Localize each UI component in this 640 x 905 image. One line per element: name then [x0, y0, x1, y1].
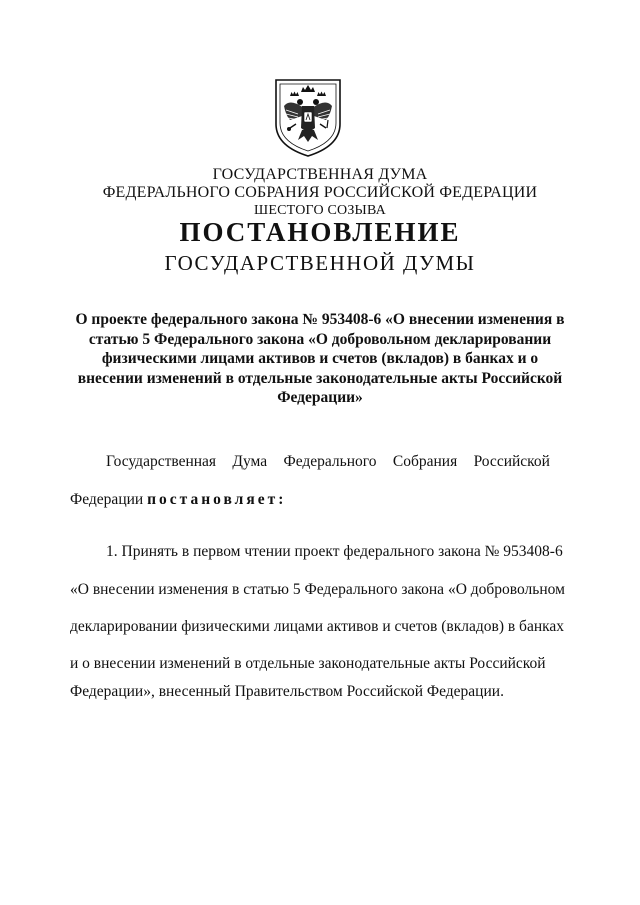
organization-name: ГОСУДАРСТВЕННАЯ ДУМА [212, 166, 428, 183]
item-line: и о внесении изменений в отдельные законодательные акты Российской [70, 655, 546, 672]
document-type: ПОСТАНОВЛЕНИЕ [179, 217, 461, 247]
organization-parent: ФЕДЕРАЛЬНОГО СОБРАНИЯ РОССИЙСКОЙ ФЕДЕРАЦИИ [102, 184, 538, 201]
preamble-word: Собрания [392, 453, 458, 470]
preamble-line [106, 452, 550, 472]
resolution-verb: постановляет: [147, 491, 287, 508]
item-line: декларировании физическими лицами активов и счетов (вкладов) в банках [70, 618, 565, 635]
document-issuer: ГОСУДАРСТВЕННОЙ ДУМЫ [164, 251, 476, 275]
preamble-text: Федерации [70, 491, 148, 508]
subject-line: статью 5 Федерального закона «О добровольном декларировании [88, 330, 552, 348]
russian-coat-of-arms-icon [268, 72, 348, 158]
convocation: ШЕСТОГО СОЗЫВА [254, 203, 386, 218]
subject-line: физическими лицами активов и счетов (вкладов) в банках и о [101, 350, 539, 367]
item-line: Федерации», внесенный Правительством Российской Федерации. [70, 683, 504, 700]
subject-line: Федерации» [277, 389, 363, 406]
item-line: 1. Принять в первом чтении проект федерального закона № 953408-6 [106, 543, 563, 560]
item-line: «О внесении изменения в статью 5 Федерального закона «О добровольном [70, 581, 565, 598]
preamble-word: Российской [473, 453, 550, 470]
document-subject [70, 310, 570, 408]
subject-line: внесении изменений в отдельные законодательные акты Российской [77, 369, 563, 387]
subject-line: О проекте федерального закона № 953408-6 «О внесении изменения в [75, 311, 565, 328]
preamble-word: Федерального [283, 453, 377, 470]
preamble-line [70, 490, 550, 510]
preamble-word: Государственная [106, 453, 217, 470]
preamble-word: Дума [232, 453, 268, 470]
